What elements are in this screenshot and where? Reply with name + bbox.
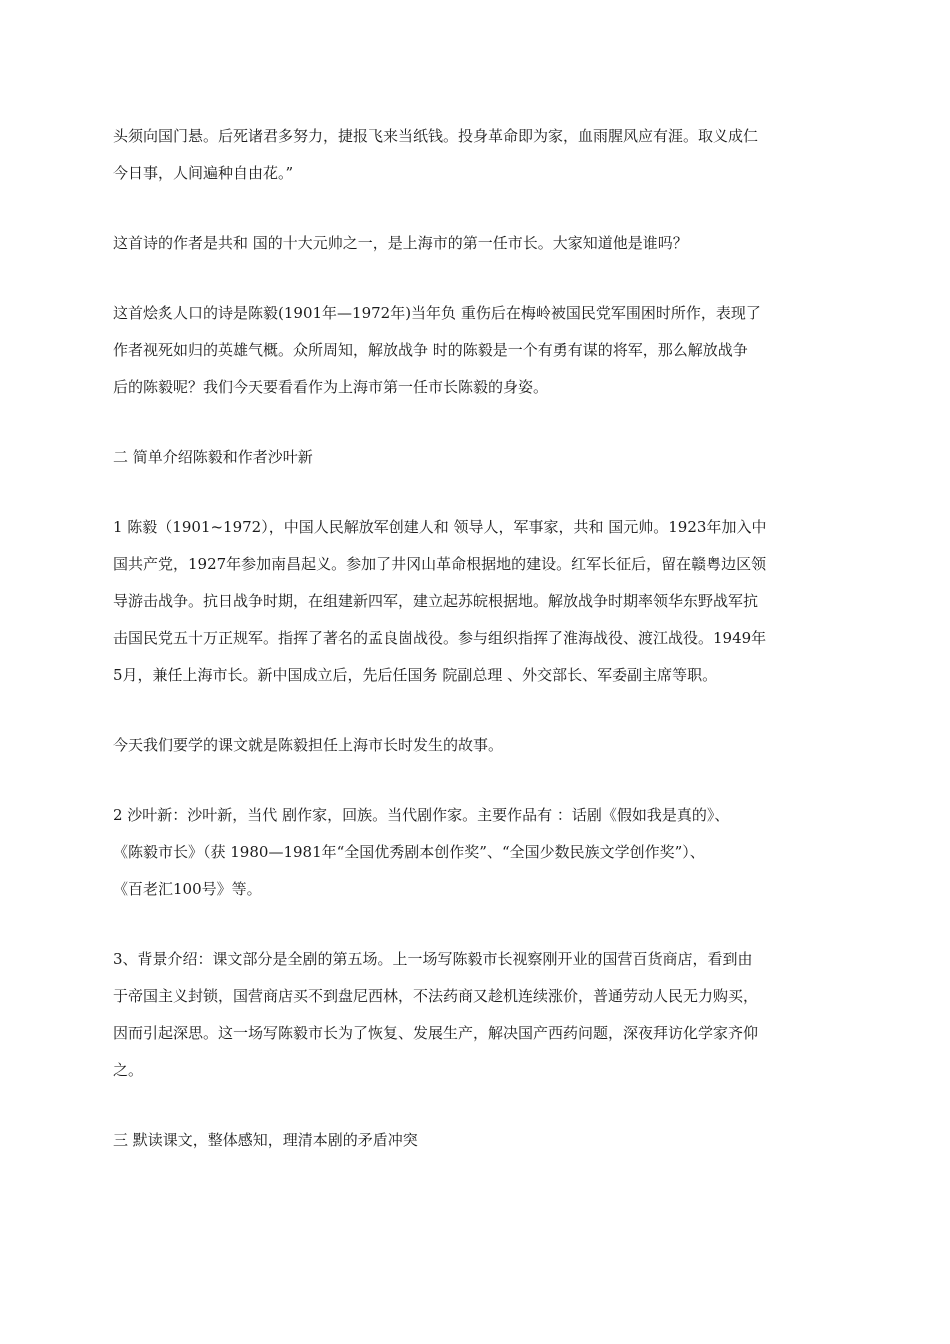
text-line: 5月，兼任上海市长。新中国成立后，先后任国务 院副总理 、外交部长、军委副主席等职。 <box>113 666 718 684</box>
text-line: 2 沙叶新：沙叶新，当代 剧作家，回族。当代剧作家。主要作品有 ：话剧《假如我是真的》、 <box>113 806 730 824</box>
text-line: 今日事，人间遍种自由花。” <box>113 164 294 182</box>
text-line: 击国民党五十万正规军。指挥了著名的孟良崮战役。参与组织指挥了淮海战役、渡江战役。1949年 <box>113 629 767 647</box>
lesson-intro-paragraph <box>113 727 840 764</box>
text-line: 之。 <box>113 1061 144 1079</box>
text-line: 因而引起深思。这一场写陈毅市长为了恢复、发展生产，解决国产西药问题，深夜拜访化学家齐仰 <box>113 1024 759 1042</box>
heading-text: 二 简单介绍陈毅和作者沙叶新 <box>113 448 313 466</box>
text-line: 1 陈毅（1901~1972），中国人民解放军创建人和 领导人，军事家，共和 国元帅。1923年加入中 <box>113 518 767 536</box>
poem-continuation-paragraph <box>113 118 840 192</box>
author-bio-paragraph <box>113 797 840 908</box>
text-line: 国共产党，1927年参加南昌起义。参加了井冈山革命根据地的建设。红军长征后，留在赣粤边区领 <box>113 555 767 573</box>
text-line: 后的陈毅呢？我们今天要看看作为上海市第一任市长陈毅的身姿。 <box>113 378 549 396</box>
text-line: 作者视死如归的英雄气概。众所周知，解放战争 时的陈毅是一个有勇有谋的将军，那么解放战争 <box>113 341 748 359</box>
section-heading-three <box>113 1122 840 1159</box>
text-line: 于帝国主义封锁，国营商店买不到盘尼西林，不法药商又趁机连续涨价，普通劳动人民无力购买， <box>113 987 759 1005</box>
poem-intro-paragraph <box>113 295 840 406</box>
text-line: 头须向国门悬。后死诸君多努力，捷报飞来当纸钱。投身革命即为家，血雨腥风应有涯。取义成仁 <box>113 127 759 145</box>
chen-yi-bio-paragraph <box>113 509 840 694</box>
background-paragraph <box>113 941 840 1089</box>
text-line: 这首烩炙人口的诗是陈毅(1901年—1972年)当年负 重伤后在梅岭被国民党军围困时所作，表现了 <box>113 304 761 322</box>
heading-text: 三 默读课文，整体感知，理清本剧的矛盾冲突 <box>113 1131 418 1149</box>
text-line: 今天我们要学的课文就是陈毅担任上海市长时发生的故事。 <box>113 736 504 754</box>
text-line: 《陈毅市长》（获 1980—1981年“全国优秀剧本创作奖”、“全国少数民族文学创作奖”）、 <box>113 843 705 861</box>
text-line: 导游击战争。抗日战争时期，在组建新四军，建立起苏皖根据地。解放战争时期率领华东野战军抗 <box>113 592 759 610</box>
text-line: 这首诗的作者是共和 国的十大元帅之一，是上海市的第一任市长。大家知道他是谁吗？ <box>113 234 688 252</box>
text-line: 《百老汇100号》等。 <box>113 880 262 898</box>
document-page <box>113 118 840 1192</box>
section-heading-two <box>113 439 840 476</box>
question-paragraph <box>113 225 840 262</box>
text-line: 3、背景介绍：课文部分是全剧的第五场。上一场写陈毅市长视察刚开业的国营百货商店，看到由 <box>113 950 753 968</box>
